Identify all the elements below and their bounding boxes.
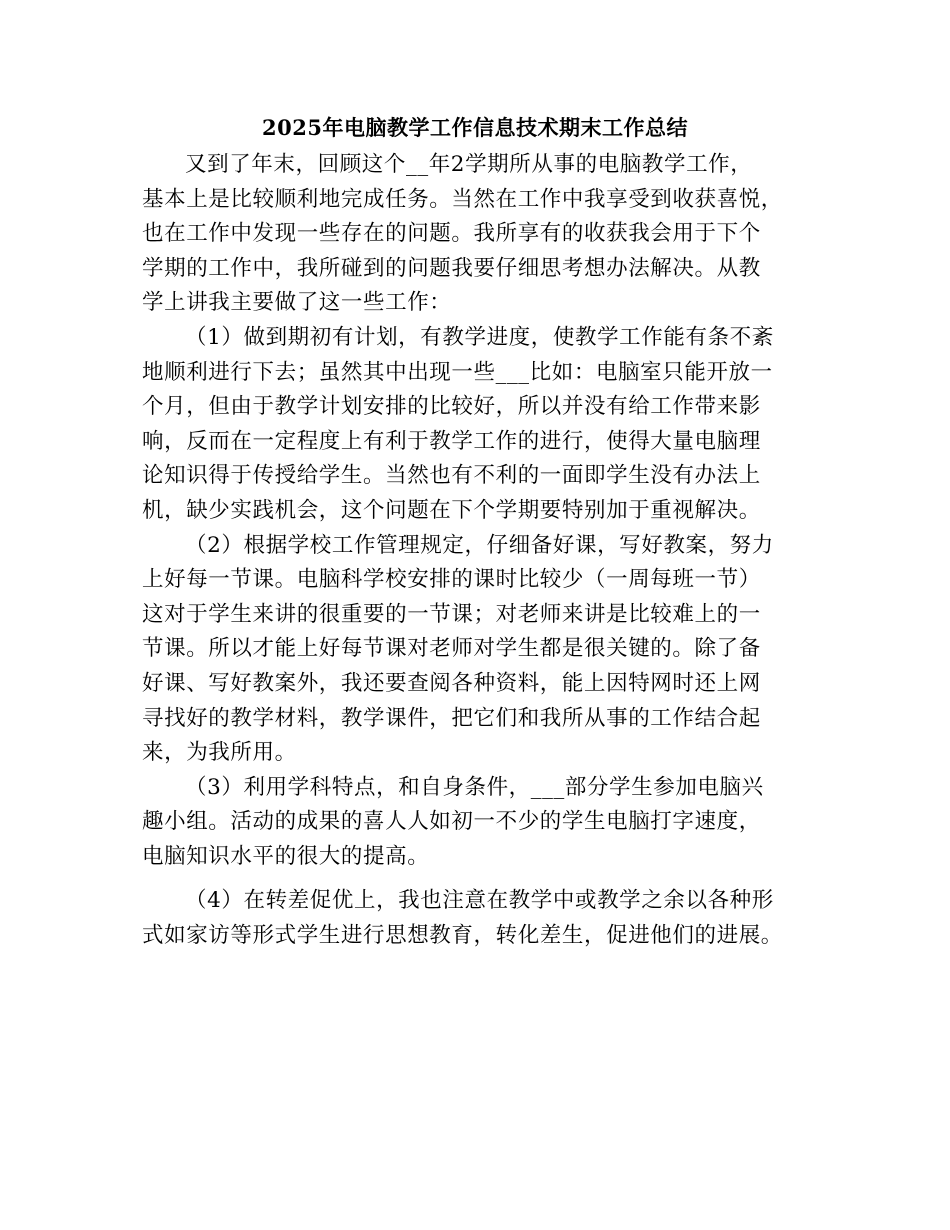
text-line: 上好每一节课。电脑科学校安排的课时比较少（一周每班一节） — [142, 567, 761, 593]
text-line: 寻找好的教学材料，教学课件，把它们和我所从事的工作结合起 — [142, 705, 761, 731]
paragraph-item-1 — [142, 321, 806, 529]
text-line: （1）做到期初有计划，有教学进度，使教学工作能有条不紊 — [185, 324, 774, 350]
document-body — [142, 148, 806, 954]
text-line: 学期的工作中，我所碰到的问题我要仔细思考想办法解决。从教 — [142, 255, 761, 281]
text-line: （4）在转差促优上，我也注意在教学中或教学之余以各种形 — [185, 888, 774, 914]
text-line: 好课、写好教案外，我还要查阅各种资料，能上因特网时还上网 — [142, 670, 761, 696]
text-line: 学上讲我主要做了这一些工作： — [142, 290, 452, 316]
paragraph-item-2 — [142, 529, 806, 771]
text-line: 个月，但由于教学计划安排的比较好，所以并没有给工作带来影 — [142, 394, 761, 420]
document-title: 2025年电脑教学工作信息技术期末工作总结 — [262, 115, 688, 140]
text-line: 机，缺少实践机会，这个问题在下个学期要特别加于重视解决。 — [142, 497, 761, 523]
text-line: 又到了年末，回顾这个__年2学期所从事的电脑教学工作， — [185, 152, 753, 177]
text-line: 趣小组。活动的成果的喜人人如初一不少的学生电脑打字速度， — [142, 809, 761, 835]
text-line: 来，为我所用。 — [142, 740, 297, 766]
paragraph-item-4 — [142, 884, 806, 953]
text-line: 节课。所以才能上好每节课对老师对学生都是很关键的。除了备 — [142, 636, 761, 662]
text-line: 地顺利进行下去；虽然其中出现一些___比如：电脑室只能开放一 — [142, 359, 773, 385]
text-line: （2）根据学校工作管理规定，仔细备好课，写好教案，努力 — [185, 532, 774, 558]
text-line: 也在工作中发现一些存在的问题。我所享有的收获我会用于下个 — [142, 221, 761, 247]
text-line: 电脑知识水平的很大的提高。 — [142, 843, 430, 869]
text-line: 式如家访等形式学生进行思想教育，转化差生，促进他们的进展。 — [142, 923, 783, 949]
text-line: 论知识得于传授给学生。当然也有不利的一面即学生没有办法上 — [142, 463, 761, 489]
text-line: （3）利用学科特点，和自身条件，___部分学生参加电脑兴 — [185, 774, 764, 800]
text-line: 这对于学生来讲的很重要的一节课；对老师来讲是比较难上的一 — [142, 601, 761, 627]
paragraph-item-3 — [142, 771, 806, 875]
paragraph-intro — [142, 148, 806, 321]
text-line: 基本上是比较顺利地完成任务。当然在工作中我享受到收获喜悦， — [142, 186, 783, 212]
text-line: 响，反而在一定程度上有利于教学工作的进行，使得大量电脑理 — [142, 428, 761, 454]
